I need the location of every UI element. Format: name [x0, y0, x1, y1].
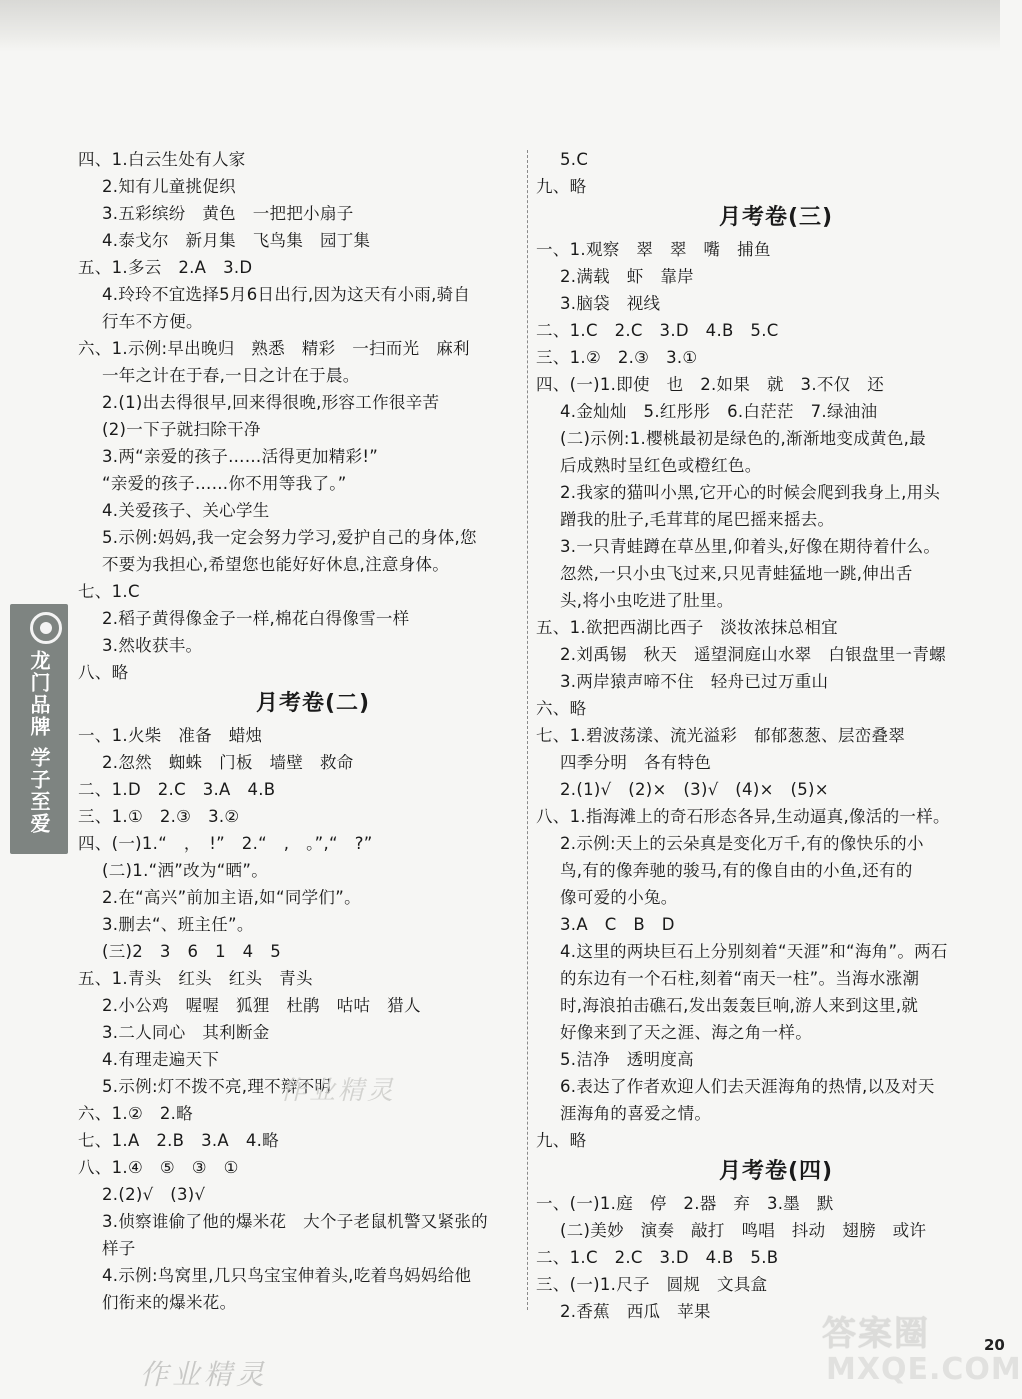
- answer-line: 6.表达了作者欢迎人们去天涯海角的热情,以及对天: [560, 1077, 935, 1096]
- answer-line: 4.有理走遍天下: [102, 1050, 220, 1069]
- answer-line: 4.泰戈尔 新月集 飞鸟集 园丁集: [102, 231, 371, 250]
- watermark-logo-url: MXQE.COM: [826, 1352, 1022, 1387]
- answer-line: 五、1.欲把西湖比西子 淡妆浓抹总相宜: [536, 618, 838, 637]
- scan-top-shadow: [0, 0, 1000, 52]
- answer-line: 四季分明 各有特色: [560, 753, 712, 772]
- answer-line: 三、1.① 2.③ 3.②: [78, 807, 240, 826]
- answer-line: 4.玲玲不宜选择5月6日出行,因为这天有小雨,骑自: [102, 285, 471, 304]
- answer-line: 3.A C B D: [560, 915, 675, 934]
- answer-line: 二、1.C 2.C 3.D 4.B 5.C: [536, 321, 779, 340]
- answer-line: 3.删去“、班主任”。: [102, 915, 254, 934]
- answer-line: (二)示例:1.樱桃最初是绿色的,渐渐地变成黄色,最: [560, 429, 926, 448]
- watermark-logo-text: 答案圈: [822, 1314, 930, 1354]
- right-column: [536, 146, 986, 1325]
- answer-line: 好像来到了天之涯、海之角一样。: [560, 1023, 812, 1042]
- answer-line: 时,海浪拍击礁石,发出轰轰巨响,游人来到这里,就: [560, 996, 919, 1015]
- answer-line: 2.稻子黄得像金子一样,棉花白得像雪一样: [102, 609, 410, 628]
- answer-line: 2.在“高兴”前加主语,如“同学们”。: [102, 888, 361, 907]
- answer-line: 五、1.多云 2.A 3.D: [78, 258, 253, 277]
- answer-line: (2)一下子就扫除干净: [102, 420, 261, 439]
- answer-line: 六、略: [536, 699, 587, 718]
- brand-slogan: 龙门品牌 学子至爱: [27, 650, 51, 835]
- answer-line: 三、1.② 2.③ 3.①: [536, 348, 698, 367]
- answer-line: 2.我家的猫叫小黑,它开心的时候会爬到我身上,用头: [560, 483, 941, 502]
- answer-line: 2.满载 虾 靠岸: [560, 267, 694, 286]
- answer-line: 一、1.观察 翠 翠 嘴 捕鱼: [536, 240, 771, 259]
- answer-line: 六、1.示例:早出晚归 熟悉 精彩 一扫而光 麻利: [78, 339, 470, 358]
- left-column: [78, 146, 518, 1316]
- answer-line: 一年之计在于春,一日之计在于晨。: [102, 366, 360, 385]
- answer-line: 2.香蕉 西瓜 苹果: [560, 1302, 711, 1321]
- answer-line: 3.两“亲爱的孩子……活得更加精彩!”: [102, 447, 379, 466]
- answer-line: 八、1.指海滩上的奇石形态各异,生动逼真,像活的一样。: [536, 807, 950, 826]
- column-divider: [527, 150, 528, 1310]
- answer-line: 3.脑袋 视线: [560, 294, 661, 313]
- answer-line: 们衔来的爆米花。: [102, 1293, 237, 1312]
- answer-line: 5.C: [560, 150, 589, 169]
- answer-line: 2.忽然 蜘蛛 门板 墙壁 救命: [102, 753, 354, 772]
- answer-line: 二、1.D 2.C 3.A 4.B: [78, 780, 276, 799]
- answer-line: (二)1.“洒”改为“晒”。: [102, 861, 269, 880]
- answer-line: 五、1.青头 红头 红头 青头: [78, 969, 313, 988]
- answer-line: 四、(一)1.即使 也 2.如果 就 3.不仅 还: [536, 375, 885, 394]
- answer-line: (三)2 3 6 1 4 5: [102, 942, 282, 961]
- brand-side-tab: [10, 604, 68, 854]
- answer-line: 3.然收获丰。: [102, 636, 203, 655]
- answer-line: 的东边有一个石柱,刻着“南天一柱”。当海水涨潮: [560, 969, 920, 988]
- answer-line: 三、(一)1.尺子 圆规 文具盒: [536, 1275, 768, 1294]
- answer-line: 3.五彩缤纷 黄色 一把把小扇子: [102, 204, 354, 223]
- answer-line: 四、1.白云生处有人家: [78, 150, 246, 169]
- answer-line: 3.一只青蛙蹲在草丛里,仰着头,好像在期待着什么。: [560, 537, 941, 556]
- answer-line: 2.(1)出去得很早,回来得很晚,形容工作很辛苦: [102, 393, 440, 412]
- answer-line: 3.两岸猿声啼不住 轻舟已过万重山: [560, 672, 829, 691]
- page-number: 20: [984, 1336, 1005, 1354]
- answer-line: 七、1.碧波荡漾、流光溢彩 郁郁葱葱、层峦叠翠: [536, 726, 906, 745]
- watermark-handwritten: 作业精灵: [140, 1358, 269, 1391]
- answer-line: 六、1.② 2.略: [78, 1104, 193, 1123]
- answer-line: 3.二人同心 其利断金: [102, 1023, 270, 1042]
- answer-line: 一、(一)1.庭 停 2.器 弃 3.墨 默: [536, 1194, 834, 1213]
- brand-circle-icon: [30, 612, 62, 644]
- answer-line: 不要为我担心,希望您也能好好休息,注意身体。: [102, 555, 450, 574]
- answer-line: 涯海角的喜爱之情。: [560, 1104, 712, 1123]
- answer-line: 2.(2)√ (3)√: [102, 1185, 206, 1204]
- answer-line: 2.(1)√ (2)× (3)√ (4)× (5)×: [560, 780, 829, 799]
- answer-line: 忽然,一只小虫飞过来,只见青蛙猛地一跳,伸出舌: [560, 564, 913, 583]
- answer-line: 3.侦察谁偷了他的爆米花 大个子老鼠机警又紧张的: [102, 1212, 488, 1231]
- answer-line: 九、略: [536, 177, 587, 196]
- answer-line: 4.金灿灿 5.红彤彤 6.白茫茫 7.绿油油: [560, 402, 878, 421]
- answer-line: 九、略: [536, 1131, 587, 1150]
- answer-line: 2.示例:天上的云朵真是变化万千,有的像快乐的小: [560, 834, 924, 853]
- answer-line: 4.示例:鸟窝里,几只鸟宝宝伸着头,吃着鸟妈妈给他: [102, 1266, 472, 1285]
- answer-line: 八、略: [78, 663, 129, 682]
- answer-line: 样子: [102, 1239, 136, 1258]
- answer-line: 七、1.C: [78, 582, 140, 601]
- answer-line: 2.刘禹锡 秋天 遥望洞庭山水翠 白银盘里一青螺: [560, 645, 946, 664]
- answer-line: 像可爱的小兔。: [560, 888, 678, 907]
- watermark-handwritten-mid: 作业精灵: [280, 1076, 397, 1106]
- answer-line: 四、(一)1.“ ， !” 2.“ , 。”,“ ?”: [78, 834, 373, 853]
- answer-line: 4.关爱孩子、关心学生: [102, 501, 270, 520]
- answer-line: 5.洁净 透明度高: [560, 1050, 694, 1069]
- answer-line: 2.小公鸡 喔喔 狐狸 杜鹃 咕咕 猎人: [102, 996, 421, 1015]
- answer-line: 二、1.C 2.C 3.D 4.B 5.B: [536, 1248, 779, 1267]
- answer-line: 蹭我的肚子,毛茸茸的尾巴摇来摇去。: [560, 510, 835, 529]
- answer-line: 4.这里的两块巨石上分别刻着“天涯”和“海角”。两石: [560, 942, 948, 961]
- answer-line: (二)美妙 演奏 敲打 鸣唱 抖动 翅膀 或许: [560, 1221, 927, 1240]
- answer-line: “亲爱的孩子……你不用等我了。”: [102, 474, 347, 493]
- answer-line: 鸟,有的像奔驰的骏马,有的像自由的小鱼,还有的: [560, 861, 913, 880]
- section-title-exam-3: 月考卷(三): [718, 205, 834, 230]
- section-title-exam-4: 月考卷(四): [718, 1159, 834, 1184]
- answer-line: 行车不方便。: [102, 312, 203, 331]
- answer-line: 七、1.A 2.B 3.A 4.略: [78, 1131, 279, 1150]
- answer-line: 5.示例:灯不拨不亮,理不辩不明: [102, 1077, 332, 1096]
- answer-line: 八、1.④ ⑤ ③ ①: [78, 1158, 239, 1177]
- answer-line: 2.知有儿童挑促织: [102, 177, 236, 196]
- answer-line: 头,将小虫吃进了肚里。: [560, 591, 734, 610]
- answer-line: 5.示例:妈妈,我一定会努力学习,爱护自己的身体,您: [102, 528, 477, 547]
- answer-line: 一、1.火柴 准备 蜡烛: [78, 726, 263, 745]
- answer-line: 后成熟时呈红色或橙红色。: [560, 456, 762, 475]
- section-title-exam-2: 月考卷(二): [255, 691, 371, 716]
